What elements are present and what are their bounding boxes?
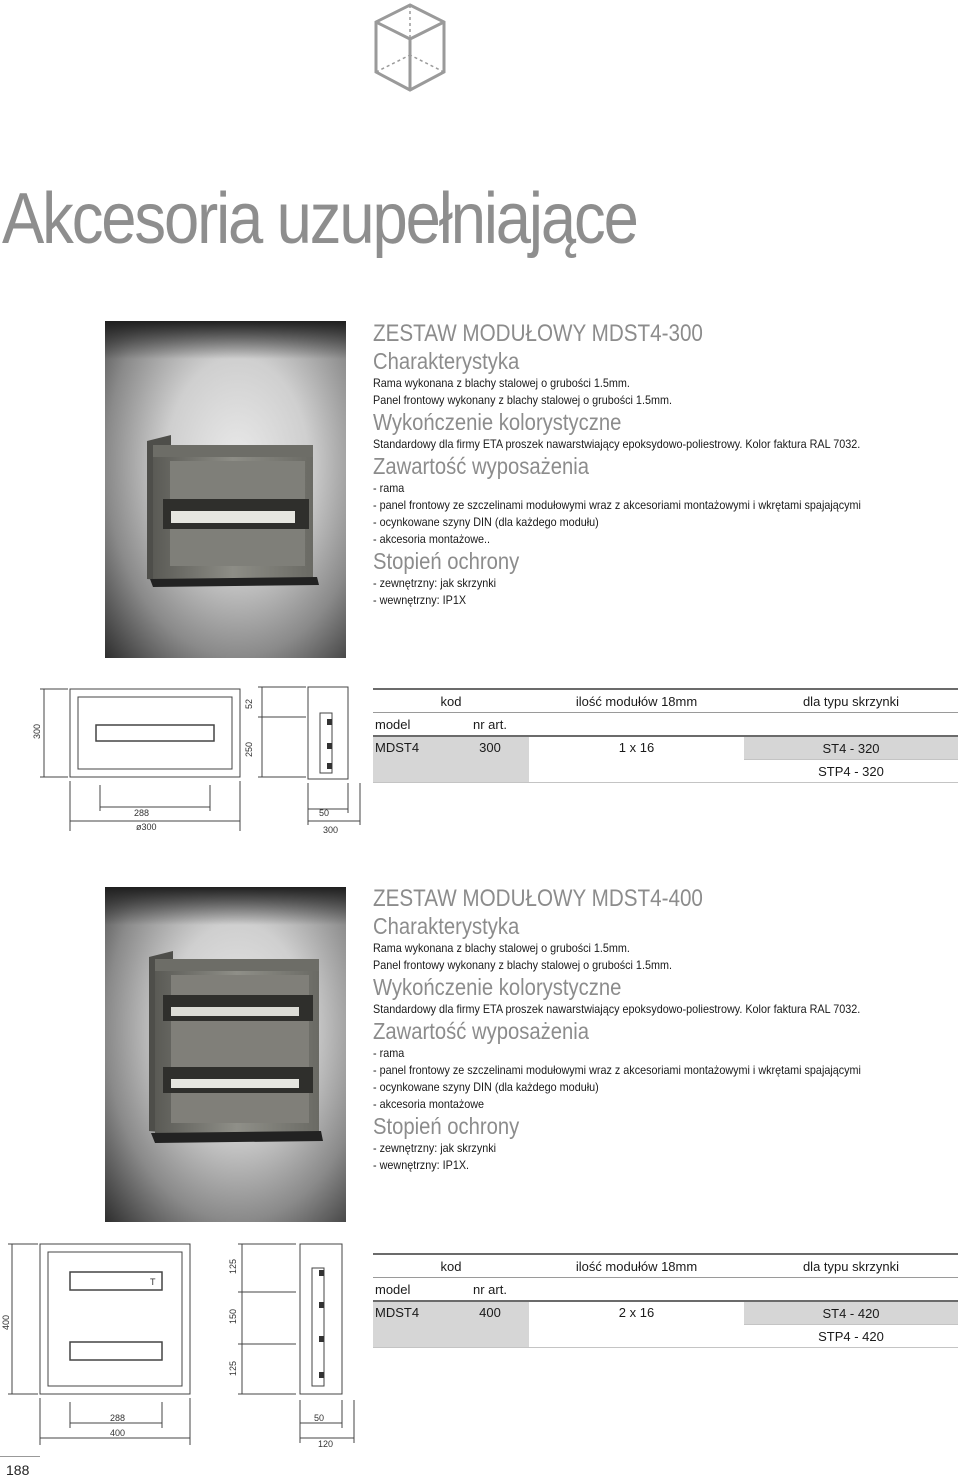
column-header: model bbox=[373, 713, 451, 737]
page-number-rule bbox=[0, 1456, 40, 1457]
product-name: ZESTAW MODUŁOWY MDST4-400 bbox=[373, 885, 703, 912]
technical-drawing-mdst4-400 bbox=[0, 1240, 370, 1450]
table-header-row bbox=[373, 1254, 958, 1278]
dimension-label: 288 bbox=[110, 1413, 126, 1423]
contents-line: - ocynkowane szyny DIN (dla każdego modułu) bbox=[373, 515, 599, 529]
table-subheader-row bbox=[373, 713, 958, 737]
dimension-label: 250 bbox=[244, 741, 254, 757]
table-header-row bbox=[373, 689, 958, 713]
column-header: model bbox=[373, 1278, 451, 1302]
characteristics-line: Panel frontowy wykonany z blachy stalowej o grubości 1.5mm. bbox=[373, 393, 672, 407]
characteristics-line: Rama wykonana z blachy stalowej o grubości 1.5mm. bbox=[373, 376, 630, 390]
contents-line: - panel frontowy ze szczelinami modułowymi wraz z akcesoriami montażowymi i wkrętami spajającymi bbox=[373, 1063, 861, 1077]
contents-line: - rama bbox=[373, 1046, 405, 1060]
table-row bbox=[373, 1301, 958, 1325]
table-cell: MDST4 bbox=[373, 736, 451, 783]
product-description-mdst4-300 bbox=[373, 320, 953, 609]
contents-heading: Zawartość wyposażenia bbox=[373, 1018, 589, 1044]
column-header: dla typu skrzynki bbox=[744, 689, 958, 713]
spec-table-mdst4-400 bbox=[373, 1253, 958, 1348]
dimension-label: 125 bbox=[228, 1360, 238, 1376]
protection-heading: Stopień ochrony bbox=[373, 548, 520, 574]
dimension-label: 52 bbox=[244, 698, 254, 709]
column-header: nr art. bbox=[451, 1278, 529, 1302]
dimension-label: ø300 bbox=[136, 822, 157, 832]
dimension-label: 125 bbox=[228, 1258, 238, 1274]
dimension-label: 300 bbox=[323, 825, 339, 835]
column-header: ilość modułów 18mm bbox=[529, 689, 744, 713]
table-cell: ST4 - 420 bbox=[744, 1301, 958, 1325]
table-cell: 1 x 16 bbox=[529, 736, 744, 783]
column-header: kod bbox=[373, 689, 529, 713]
contents-line: - ocynkowane szyny DIN (dla każdego modułu) bbox=[373, 1080, 599, 1094]
dimension-label: 50 bbox=[319, 808, 330, 818]
table-cell: 2 x 16 bbox=[529, 1301, 744, 1348]
characteristics-heading: Charakterystyka bbox=[373, 913, 520, 939]
table-cell: STP4 - 420 bbox=[744, 1325, 958, 1348]
table-cell: 400 bbox=[451, 1301, 529, 1348]
finish-text: Standardowy dla firmy ETA proszek nawarstwiający epoksydowo-poliestrowy. Kolor faktura RAL 7032. bbox=[373, 1002, 861, 1016]
protection-line: - wewnętrzny: IP1X. bbox=[373, 1158, 470, 1172]
dimension-label: 288 bbox=[134, 808, 150, 818]
contents-line: - akcesoria montażowe.. bbox=[373, 532, 491, 546]
characteristics-line: Panel frontowy wykonany z blachy stalowej o grubości 1.5mm. bbox=[373, 958, 672, 972]
product-photo-mdst4-400 bbox=[105, 887, 346, 1222]
column-header: ilość modułów 18mm bbox=[529, 1254, 744, 1278]
page-title: Akcesoria uzupełniające bbox=[2, 179, 637, 259]
protection-line: - wewnętrzny: IP1X bbox=[373, 593, 467, 607]
table-subheader-row bbox=[373, 1278, 958, 1302]
technical-drawing-mdst4-300 bbox=[30, 683, 370, 838]
table-cell: 300 bbox=[451, 736, 529, 783]
dimension-label: T bbox=[150, 1277, 156, 1287]
dimension-label: 300 bbox=[32, 723, 42, 739]
contents-line: - akcesoria montażowe bbox=[373, 1097, 485, 1111]
table-row bbox=[373, 736, 958, 760]
characteristics-heading: Charakterystyka bbox=[373, 348, 520, 374]
finish-heading: Wykończenie kolorystyczne bbox=[373, 974, 622, 1000]
protection-line: - zewnętrzny: jak skrzynki bbox=[373, 576, 497, 590]
dimension-label: 150 bbox=[228, 1308, 238, 1324]
product-photo-mdst4-300 bbox=[105, 321, 346, 658]
page-number: 188 bbox=[6, 1462, 30, 1478]
table-cell: ST4 - 320 bbox=[744, 736, 958, 760]
contents-line: - rama bbox=[373, 481, 405, 495]
cube-logo-icon bbox=[372, 2, 448, 94]
product-name: ZESTAW MODUŁOWY MDST4-300 bbox=[373, 320, 703, 347]
finish-heading: Wykończenie kolorystyczne bbox=[373, 409, 622, 435]
dimension-label: 400 bbox=[1, 1314, 11, 1330]
contents-line: - panel frontowy ze szczelinami modułowymi wraz z akcesoriami montażowymi i wkrętami spajającymi bbox=[373, 498, 861, 512]
dimension-label: 400 bbox=[110, 1428, 126, 1438]
column-header: nr art. bbox=[451, 713, 529, 737]
contents-heading: Zawartość wyposażenia bbox=[373, 453, 589, 479]
protection-line: - zewnętrzny: jak skrzynki bbox=[373, 1141, 497, 1155]
characteristics-line: Rama wykonana z blachy stalowej o grubości 1.5mm. bbox=[373, 941, 630, 955]
table-cell: STP4 - 320 bbox=[744, 760, 958, 783]
protection-heading: Stopień ochrony bbox=[373, 1113, 520, 1139]
product-description-mdst4-400 bbox=[373, 885, 953, 1174]
table-cell: MDST4 bbox=[373, 1301, 451, 1348]
column-header: kod bbox=[373, 1254, 529, 1278]
dimension-label: 120 bbox=[318, 1439, 334, 1449]
spec-table-mdst4-300 bbox=[373, 688, 958, 783]
dimension-label: 50 bbox=[314, 1413, 325, 1423]
column-header: dla typu skrzynki bbox=[744, 1254, 958, 1278]
finish-text: Standardowy dla firmy ETA proszek nawarstwiający epoksydowo-poliestrowy. Kolor faktura RAL 7032. bbox=[373, 437, 861, 451]
